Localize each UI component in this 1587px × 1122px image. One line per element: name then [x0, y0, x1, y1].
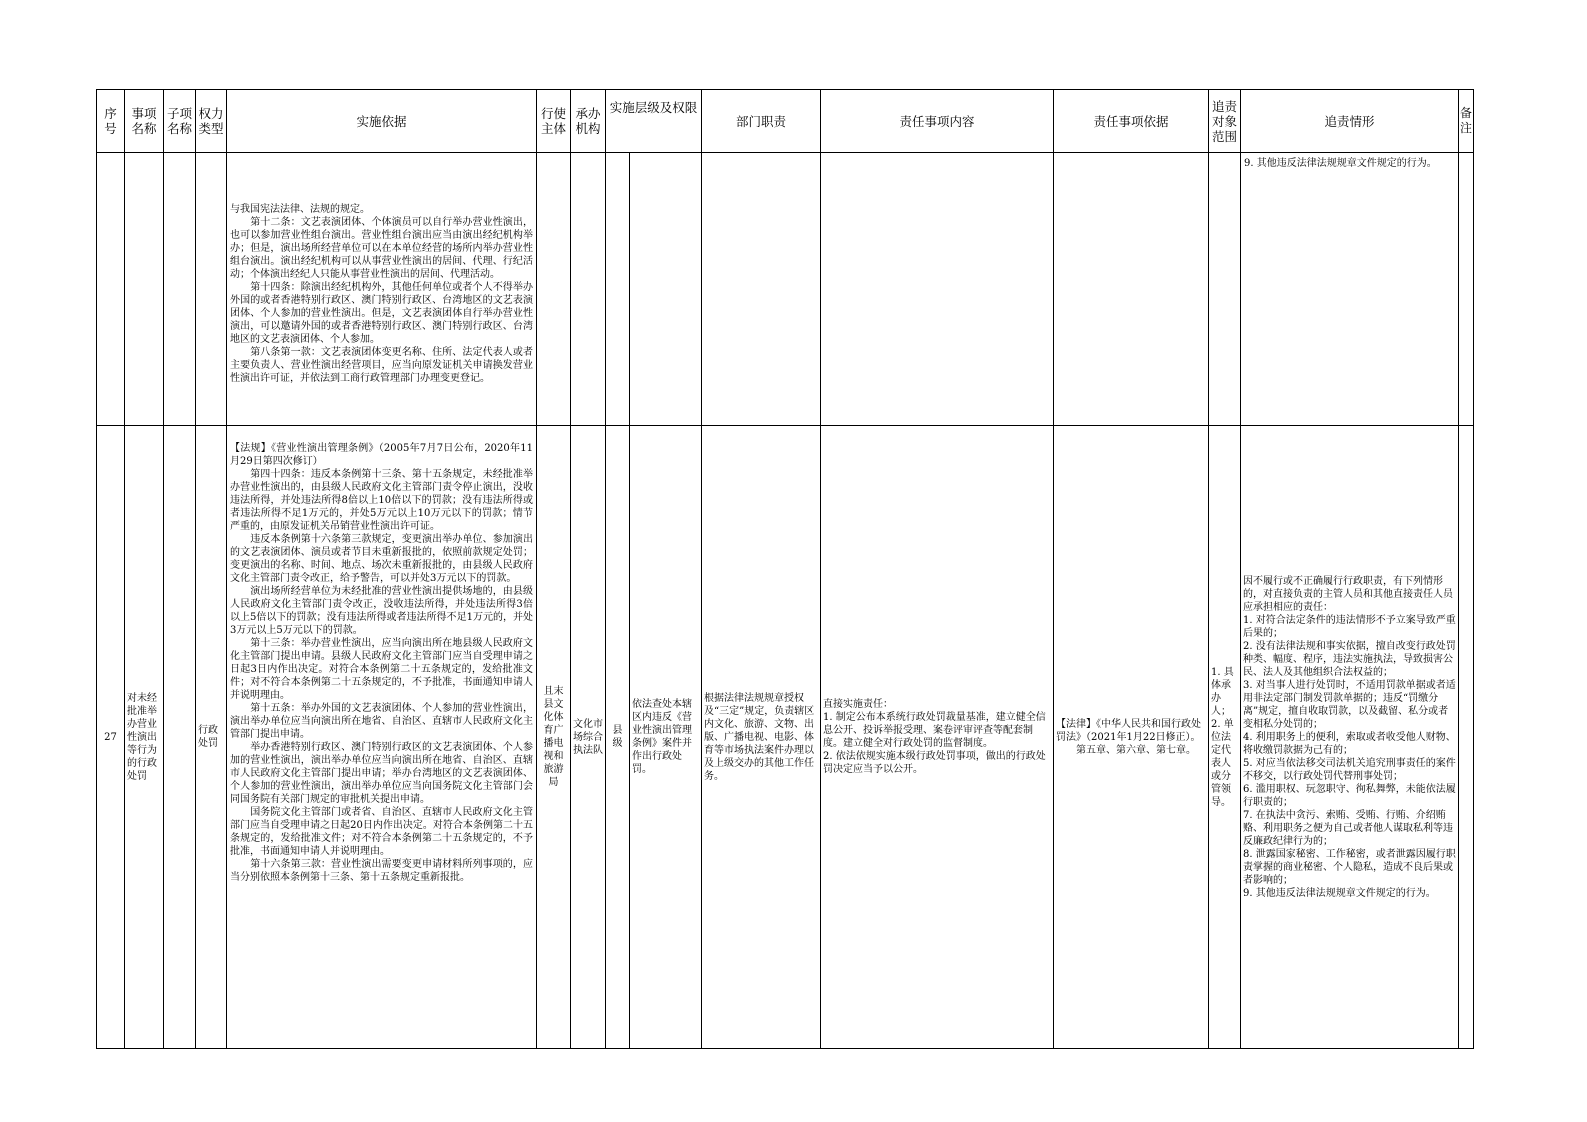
prev-resp-basis — [1054, 153, 1209, 426]
table-row-previous — [97, 153, 1474, 426]
prev-org — [571, 153, 606, 426]
row-seq: 27 — [97, 426, 125, 1049]
prev-level-detail — [630, 153, 702, 426]
header-account-cases: 追责情形 — [1241, 90, 1459, 153]
power-list-table — [96, 89, 1474, 1049]
prev-basis-cell — [227, 153, 537, 426]
row-subitem — [164, 426, 196, 1049]
prev-account-scope — [1209, 153, 1241, 426]
row-resp-basis: 【法律】《中华人民共和国行政处罚法》（2021年1月22日修正）。 第五章、第六章、第七章。 — [1054, 426, 1209, 1049]
row-duty: 根据法律法规规章授权及“三定”规定，负责辖区内文化、旅游、文物、出版、广播电视、电影、体育等市场执法案件办理以及上级交办的其他工作任务。 — [702, 426, 821, 1049]
row-subject: 且末县文化体育广播电视和旅游局 — [537, 426, 571, 1049]
header-level: 实施层级及权限 — [606, 90, 702, 153]
header-resp-content: 责任事项内容 — [821, 90, 1054, 153]
header-basis: 实施依据 — [227, 90, 537, 153]
prev-remark — [1459, 153, 1474, 426]
prev-item — [125, 153, 164, 426]
row-account-scope: 1. 具体承办人； 2. 单位法定代表人或分管领导。 — [1209, 426, 1241, 1049]
row-level-detail: 依法查处本辖区内违反《营业性演出管理条例》案件并作出行政处罚。 — [630, 426, 702, 1049]
header-duty: 部门职责 — [702, 90, 821, 153]
prev-duty — [702, 153, 821, 426]
prev-account-cases: 9. 其他违反法律法规规章文件规定的行为。 — [1241, 153, 1459, 426]
prev-level — [606, 153, 630, 426]
row-org: 文化市场综合执法队 — [571, 426, 606, 1049]
header-power-type: 权力类型 — [196, 90, 227, 153]
prev-subject — [537, 153, 571, 426]
row-item: 对未经批准举办营业性演出等行为的行政处罚 — [125, 426, 164, 1049]
header-account-scope: 追责对象范围 — [1209, 90, 1241, 153]
header-org: 承办机构 — [571, 90, 606, 153]
header-item: 事项名称 — [125, 90, 164, 153]
header-seq: 序号 — [97, 90, 125, 153]
header-resp-basis: 责任事项依据 — [1054, 90, 1209, 153]
row-account-cases: 因不履行或不正确履行行政职责，有下列情形的，对直接负责的主管人员和其他直接责任人员应承担相应的责任： 1. 对符合法定条件的违法情形不予立案导致严重后果的； 2. 没有法律法规和事实依据，擅自改变行政处罚种类、幅度、程序，违法实施执法，导致损害公民、法人及其他组织合法权益的； 3. 对当事人进行处罚时，不适用罚款单据或者适用非法定部门制发罚款单据的；违反“罚缴分离”规定，擅自收取罚款，以及截留、私分或者变相私分处罚的； 4. 利用职务上的便利，索取或者收受他人财物、将收缴罚款据为己有的； 5. 对应当依法移交司法机关追究刑事责任的案件不移交，以行政处罚代替刑事处罚； 6. 滥用职权、玩忽职守、徇私舞弊，未能依法履行职责的； 7. 在执法中贪污、索贿、受贿、行贿、介绍贿赂、利用职务之便为自己或者他人谋取私利等违反廉政纪律行为的； 8. 泄露国家秘密、工作秘密，或者泄露因履行职责掌握的商业秘密、个人隐私，造成不良后果或者影响的； 9. 其他违反法律法规规章文件规定的行为。 — [1241, 426, 1459, 1049]
prev-basis-text: 第十二条：文艺表演团体、个体演员可以自行举办营业性演出，也可以参加营业性组台演出。营业性组台演出应当由演出经纪机构举办；但是，演出场所经营单位可以在本单位经营的场所内举办营业性组台演出。演出经纪机构可以从事营业性演出的居间、代理、行纪活动；个体演出经纪人只能从事营业性演出的居间、代理活动。 第十四条：除演出经纪机构外，其他任何单位或者个人不得举办外国的或者香港特别行政区、澳门特别行政区、台湾地区的文艺表演团体、个人参加的营业性演出。但是，文艺表演团体自行举办营业性演出，可以邀请外国的或者香港特别行政区、澳门特别行政区、台湾地区的文艺表演团体、个人参加。 第八条第一款：文艺表演团体变更名称、住所、法定代表人或者主要负责人、营业性演出经营项目，应当向原发证机关申请换发营业性演出许可证，并依法到工商行政管理部门办理变更登记。 — [230, 217, 533, 384]
prev-seq — [97, 153, 125, 426]
row-power-type: 行政处罚 — [196, 426, 227, 1049]
document-page — [96, 89, 1473, 1049]
row-remark — [1459, 426, 1474, 1049]
prev-basis-clipped-line: 与我国宪法法律、法规的规定。 — [230, 204, 370, 215]
row-level: 县级 — [606, 426, 630, 1049]
header-subitem: 子项名称 — [164, 90, 196, 153]
prev-power-type — [196, 153, 227, 426]
row-resp-content: 直接实施责任： 1. 制定公布本系统行政处罚裁量基准，建立健全信息公开、投诉举报受理、案卷评审评查等配套制度。建立健全对行政处罚的监督制度。 2. 依法依规实施本级行政处罚事项，做出的行政处罚决定应当予以公开。 — [821, 426, 1054, 1049]
header-remark: 备注 — [1459, 90, 1474, 153]
header-subject: 行使主体 — [537, 90, 571, 153]
row-basis: 【法规】《营业性演出管理条例》（2005年7月7日公布，2020年11月29日第四次修订） 第四十四条：违反本条例第十三条、第十五条规定，未经批准举办营业性演出的，由县级人民政府文化主管部门责令停止演出，没收违法所得，并处违法所得8倍以上10倍以下的罚款；没有违法所得或者违法所得不足1万元的，并处5万元以上10万元以下的罚款；情节严重的，由原发证机关吊销营业性演出许可证。 违反本条例第十六条第三款规定，变更演出举办单位、参加演出的文艺表演团体、演员或者节目未重新报批的，依照前款规定处罚；变更演出的名称、时间、地点、场次未重新报批的，由县级人民政府文化主管部门责令改正，给予警告，可以并处3万元以下的罚款。 演出场所经营单位为未经批准的营业性演出提供场地的，由县级人民政府文化主管部门责令改正，没收违法所得，并处违法所得3倍以上5倍以下的罚款；没有违法所得或者违法所得不足1万元的，并处3万元以上5万元以下的罚款。 第十三条：举办营业性演出，应当向演出所在地县级人民政府文化主管部门提出申请。县级人民政府文化主管部门应当自受理申请之日起3日内作出决定。对符合本条例第二十五条规定的，发给批准文件；对不符合本条例第二十五条规定的，不予批准，书面通知申请人并说明理由。 第十五条：举办外国的文艺表演团体、个人参加的营业性演出，演出举办单位应当向演出所在地省、自治区、直辖市人民政府文化主管部门提出申请。 举办香港特别行政区、澳门特别行政区的文艺表演团体、个人参加的营业性演出，演出举办单位应当向演出所在地省、自治区、直辖市人民政府文化主管部门提出申请；举办台湾地区的文艺表演团体、个人参加的营业性演出，演出举办单位应当向国务院文化主管部门会同国务院有关部门规定的审批机关提出申请。 国务院文化主管部门或者省、自治区、直辖市人民政府文化主管部门应当自受理申请之日起20日内作出决定。对符合本条例第二十五条规定的，发给批准文件；对不符合本条例第二十五条规定的，不予批准，书面通知申请人并说明理由。 第十六条第三款：营业性演出需要变更申请材料所列事项的，应当分别依照本条例第十三条、第十五条规定重新报批。 — [227, 426, 537, 1049]
prev-subitem — [164, 153, 196, 426]
table-row — [97, 426, 1474, 1049]
prev-resp-content — [821, 153, 1054, 426]
header-row — [97, 90, 1474, 153]
